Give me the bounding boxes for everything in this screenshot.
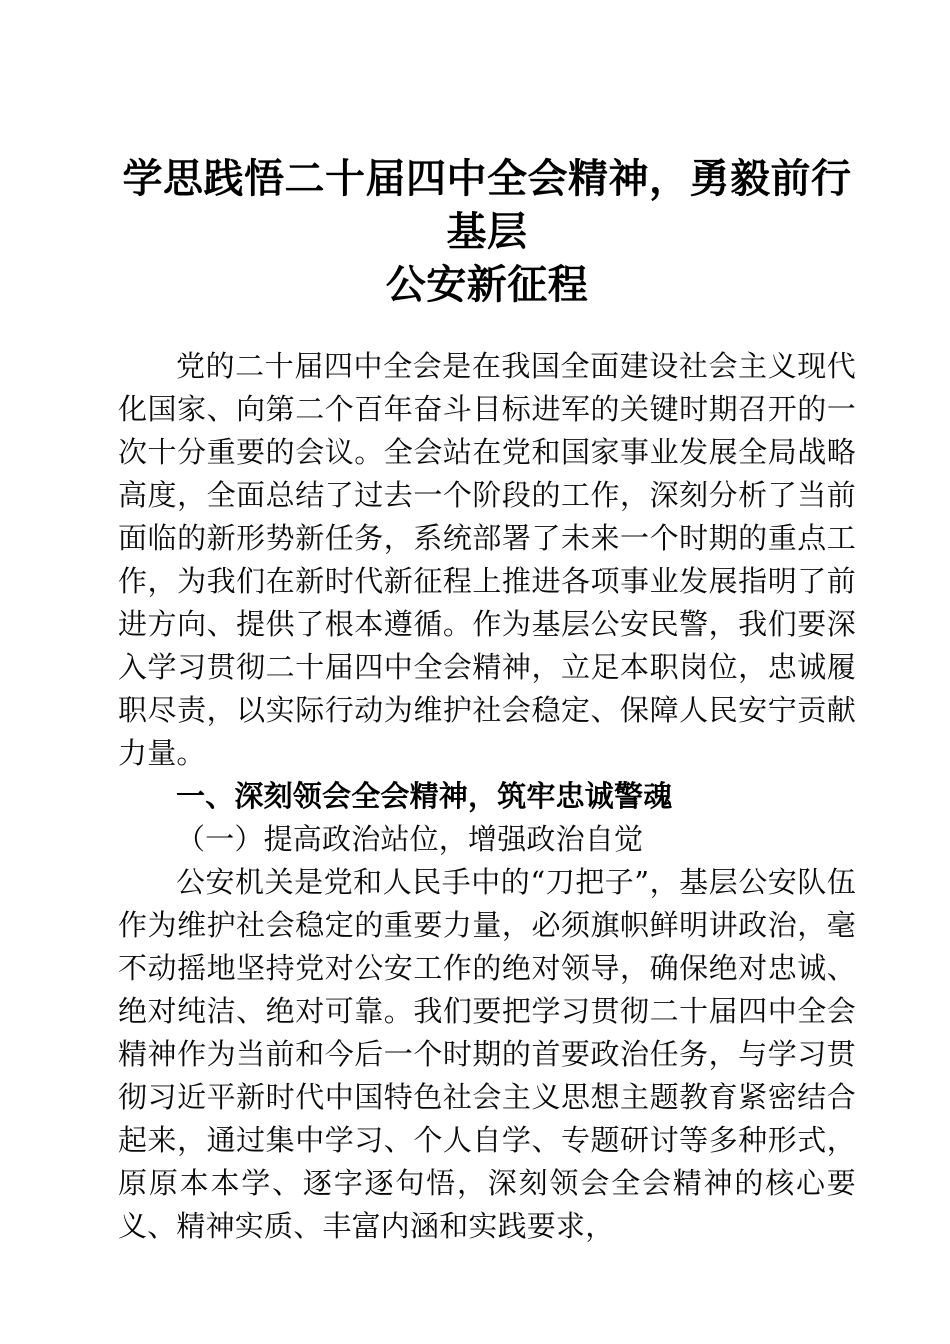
body-paragraph-2: 公安机关是党和人民手中的“刀把子”，基层公安队伍作为维护社会稳定的重要力量，必须旗帜鲜明讲政治，毫不动摇地坚持党对公安工作的绝对领导，确保绝对忠诚、绝对纯洁、绝对可靠。我们要把学习贯彻二十届四中全会精神作为当前和今后一个时期的首要政治任务，与学习贯彻习近平新时代中国特色社会主义思想主题教育紧密结合起来，通过集中学习、个人自学、专题研讨等多种形式，原原本本学、逐字逐句悟，深刻领会全会精神的核心要义、精神实质、丰富内涵和实践要求， [118,865,856,1243]
page-title-line-1: 学思践悟二十届四中全会精神，勇毅前行基层 [122,155,852,255]
section-heading-level2: （一）提高政治站位，增强政治自觉 [176,822,644,856]
page-title [118,0,856,311]
page-title-line-2: 公安新征程 [385,261,589,308]
document-content [118,0,856,1248]
section-heading-level1: 一、深刻领会全会精神，筑牢忠诚警魂 [176,779,673,813]
body-paragraph-1: 党的二十届四中全会是在我国全面建设社会主义现代化国家、向第二个百年奋斗目标进军的关键时期召开的一次十分重要的会议。全会站在党和国家事业发展全局战略高度，全面总结了过去一个阶段的工作，深刻分析了当前面临的新形势新任务，系统部署了未来一个时期的重点工作，为我们在新时代新征程上推进各项事业发展指明了前进方向、提供了根本遵循。作为基层公安民警，我们要深入学习贯彻二十届四中全会精神，立足本职岗位，忠诚履职尽责，以实际行动为维护社会稳定、保障人民安宁贡献力量。 [118,349,856,770]
